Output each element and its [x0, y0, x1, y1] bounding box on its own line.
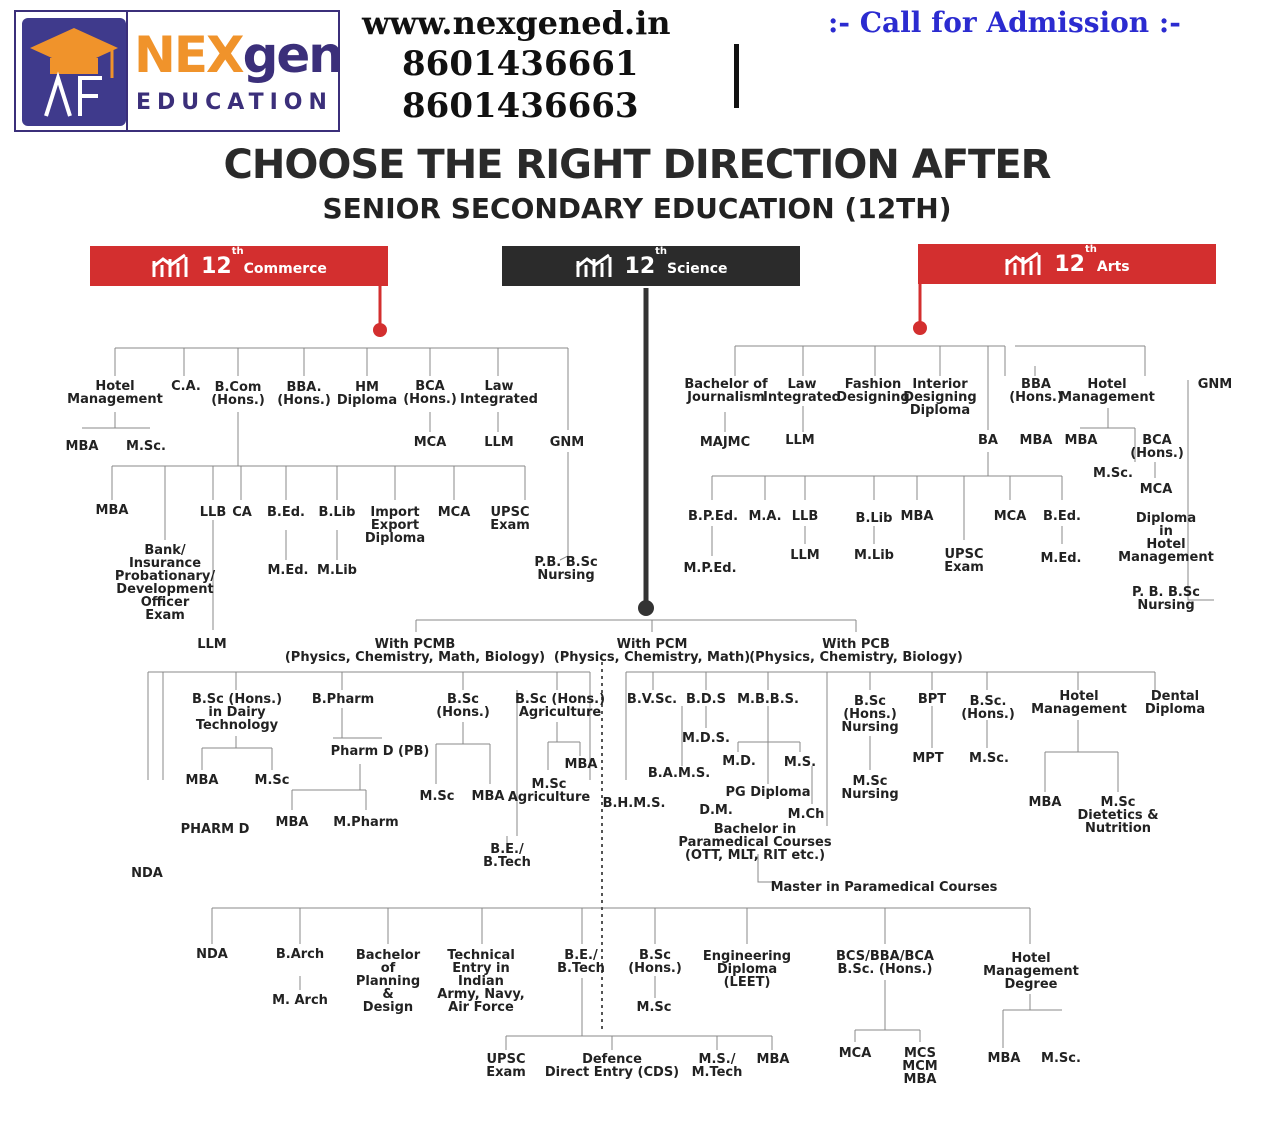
- node-mba: MBA: [987, 1051, 1021, 1066]
- node-gnm: GNM: [549, 435, 585, 450]
- node-hotel-management: Hotel Management: [1031, 689, 1127, 717]
- node-hotel-management-degree: Hotel Management Degree: [983, 951, 1079, 992]
- node-llm: LLM: [197, 637, 227, 652]
- node-bams: B.A.M.S.: [647, 766, 711, 781]
- science-num: 12: [624, 253, 656, 279]
- node-mpharm: M.Pharm: [333, 815, 399, 830]
- node-pharm-d: PHARM D: [180, 822, 250, 837]
- node-gnm: GNM: [1197, 377, 1233, 392]
- node-ca: CA: [232, 505, 252, 520]
- node-bed: B.Ed.: [267, 505, 305, 520]
- node-import-export: Import Export Diploma: [364, 505, 426, 546]
- arts-num: 12: [1054, 251, 1085, 277]
- node-ms: M.S.: [783, 755, 817, 770]
- node-pharm-d-pb: Pharm D (PB): [330, 744, 430, 759]
- commerce-label: Commerce: [243, 260, 327, 277]
- node-bhms: B.H.M.S.: [602, 796, 666, 811]
- node-pb-bsc-nursing: P.B. B.Sc Nursing: [534, 555, 598, 583]
- node-msc-dietetics: M.Sc Dietetics & Nutrition: [1077, 795, 1159, 836]
- node-llb: LLB: [199, 505, 227, 520]
- node-bsc-agriculture: B.Sc (Hons.) Agriculture: [514, 692, 606, 720]
- node-mca: MCA: [1139, 482, 1173, 497]
- node-bsc-hons: B.Sc (Hons.): [436, 692, 490, 720]
- node-llm: LLM: [484, 435, 514, 450]
- node-ms-mtech: M.S./ M.Tech: [691, 1052, 743, 1080]
- node-with-pcmb: With PCMB (Physics, Chemistry, Math, Biology): [284, 637, 546, 665]
- node-bachelor-planning-design: Bachelor of Planning & Design: [355, 948, 421, 1015]
- commerce-sup: th: [231, 245, 244, 257]
- node-msc: M.Sc: [419, 789, 455, 804]
- node-upsc: UPSC Exam: [486, 1052, 526, 1080]
- node-bsc-dairy: B.Sc (Hons.) in Dairy Technology: [191, 692, 283, 733]
- node-mba: MBA: [275, 815, 309, 830]
- node-mca: MCA: [993, 509, 1027, 524]
- node-msc-nursing: M.Sc Nursing: [841, 774, 899, 802]
- node-dental-diploma: Dental Diploma: [1144, 689, 1206, 717]
- node-mba: MBA: [1019, 433, 1053, 448]
- phone-2[interactable]: 8601436663: [402, 86, 639, 126]
- node-mca: MCA: [413, 435, 447, 450]
- node-fashion-designing: Fashion Designing: [836, 377, 910, 405]
- node-with-pcm: With PCM (Physics, Chemistry, Math): [553, 637, 751, 665]
- node-llb: LLB: [791, 509, 819, 524]
- node-bank-exam: Bank/ Insurance Probationary/ Development Officer Exam: [114, 543, 216, 623]
- node-mba: MBA: [564, 757, 598, 772]
- node-msc: M.Sc: [254, 773, 290, 788]
- node-mca: MCA: [437, 505, 471, 520]
- node-bpharm: B.Pharm: [311, 692, 375, 707]
- node-bped: B.P.Ed.: [687, 509, 739, 524]
- node-bsc-hons: B.Sc. (Hons.): [961, 694, 1015, 722]
- node-hm-diploma: HM Diploma: [336, 380, 398, 408]
- node-march: M. Arch: [272, 993, 328, 1008]
- node-upsc: UPSC Exam: [944, 547, 984, 575]
- node-mds: M.D.S.: [682, 731, 730, 746]
- node-mba: MBA: [1064, 433, 1098, 448]
- node-msc: M.Sc.: [969, 751, 1009, 766]
- node-upsc: UPSC Exam: [490, 505, 530, 533]
- node-law-integrated: Law Integrated: [460, 379, 538, 407]
- node-bsc-hons: B.Sc (Hons.): [628, 948, 682, 976]
- node-bcs-bba-bca: BCS/BBA/BCA B.Sc. (Hons.): [836, 949, 934, 977]
- node-bed: B.Ed.: [1043, 509, 1081, 524]
- node-mcs-mcm-mba: MCS MCM MBA: [902, 1046, 938, 1087]
- node-llm: LLM: [785, 433, 815, 448]
- arts-sup: th: [1084, 243, 1097, 255]
- node-md: M.D.: [722, 754, 756, 769]
- node-mba: MBA: [900, 509, 934, 524]
- page-title: CHOOSE THE RIGHT DIRECTION AFTER: [223, 142, 1051, 188]
- node-bba: BBA. (Hons.): [277, 380, 331, 408]
- node-bpt: BPT: [917, 692, 947, 707]
- node-msc: M.Sc.: [126, 439, 166, 454]
- commerce-num: 12: [201, 253, 232, 279]
- node-msc: M.Sc.: [1041, 1051, 1081, 1066]
- node-law-integrated: Law Integrated: [763, 377, 841, 405]
- node-blib: B.Lib: [855, 511, 893, 526]
- node-with-pcb: With PCB (Physics, Chemistry, Biology): [749, 637, 963, 665]
- node-pb-bsc-nursing: P. B. B.Sc Nursing: [1132, 585, 1200, 613]
- node-technical-entry: Technical Entry in Indian Army, Navy, Air Force: [437, 948, 525, 1015]
- node-pg-diploma: PG Diploma: [725, 785, 811, 800]
- node-nda: NDA: [131, 866, 163, 881]
- node-be-btech: B.E./ B.Tech: [557, 948, 605, 976]
- node-med: M.Ed.: [267, 563, 309, 578]
- science-label: Science: [667, 260, 728, 277]
- node-be-btech: B.E./ B.Tech: [483, 842, 531, 870]
- node-bsc-nursing: B.Sc (Hons.) Nursing: [841, 694, 899, 735]
- node-mch: M.Ch: [787, 807, 825, 822]
- node-ma: M.A.: [748, 509, 782, 524]
- page-subtitle: SENIOR SECONDARY EDUCATION (12TH): [322, 192, 952, 225]
- node-barch: B.Arch: [275, 947, 325, 962]
- node-mba: MBA: [756, 1052, 790, 1067]
- node-mba: MBA: [1028, 795, 1062, 810]
- node-defence-cds: Defence Direct Entry (CDS): [544, 1052, 680, 1080]
- phone-1[interactable]: 8601436661: [402, 44, 639, 84]
- node-mba: MBA: [95, 503, 129, 518]
- node-interior-designing: Interior Designing Diploma: [903, 377, 977, 418]
- website[interactable]: www.nexgened.in: [362, 4, 671, 42]
- node-bvsc: B.V.Sc.: [626, 692, 678, 707]
- node-mlib: M.Lib: [317, 563, 357, 578]
- node-bachelor-journalism: Bachelor of Journalism: [684, 377, 768, 405]
- node-hotel-management: Hotel Management: [67, 379, 163, 407]
- node-dm: D.M.: [699, 803, 733, 818]
- node-bcom: B.Com (Hons.): [211, 380, 265, 408]
- node-mba: MBA: [185, 773, 219, 788]
- node-mped: M.P.Ed.: [683, 561, 737, 576]
- node-ca: C.A.: [171, 379, 201, 394]
- node-mba: MBA: [65, 439, 99, 454]
- node-msc-agriculture: M.Sc Agriculture: [507, 777, 591, 805]
- node-hotel-management: Hotel Management: [1059, 377, 1155, 405]
- node-bachelor-paramedical: Bachelor in Paramedical Courses (OTT, MLT, RIT etc.): [678, 822, 832, 863]
- node-med: M.Ed.: [1040, 551, 1082, 566]
- node-nda: NDA: [196, 947, 228, 962]
- node-engineering-diploma: Engineering Diploma (LEET): [702, 949, 792, 990]
- call-for-admission: :- Call for Admission :-: [828, 6, 1181, 39]
- node-mlib: M.Lib: [854, 548, 894, 563]
- node-llm: LLM: [790, 548, 820, 563]
- node-ba: BA: [978, 433, 998, 448]
- node-mbbs: M.B.B.S.: [737, 692, 799, 707]
- node-master-paramedical: Master in Paramedical Courses: [770, 880, 998, 895]
- node-blib: B.Lib: [318, 505, 356, 520]
- node-mpt: MPT: [912, 751, 944, 766]
- node-msc: M.Sc.: [1093, 466, 1133, 481]
- logo-subtitle: EDUCATION: [136, 90, 333, 115]
- node-mba: MBA: [471, 789, 505, 804]
- node-msc: M.Sc: [636, 1000, 672, 1015]
- node-diploma-hotel-management: Diploma in Hotel Management: [1118, 511, 1214, 565]
- node-bca: BCA (Hons.): [1130, 433, 1184, 461]
- node-majmc: MAJMC: [699, 435, 751, 450]
- node-bca: BCA (Hons.): [403, 379, 457, 407]
- science-sup: th: [655, 245, 668, 257]
- arts-label: Arts: [1096, 258, 1130, 275]
- logo-name: NEXgen: [134, 26, 342, 84]
- node-bba: BBA (Hons.): [1009, 377, 1063, 405]
- node-mca: MCA: [838, 1046, 872, 1061]
- node-bds: B.D.S: [686, 692, 726, 707]
